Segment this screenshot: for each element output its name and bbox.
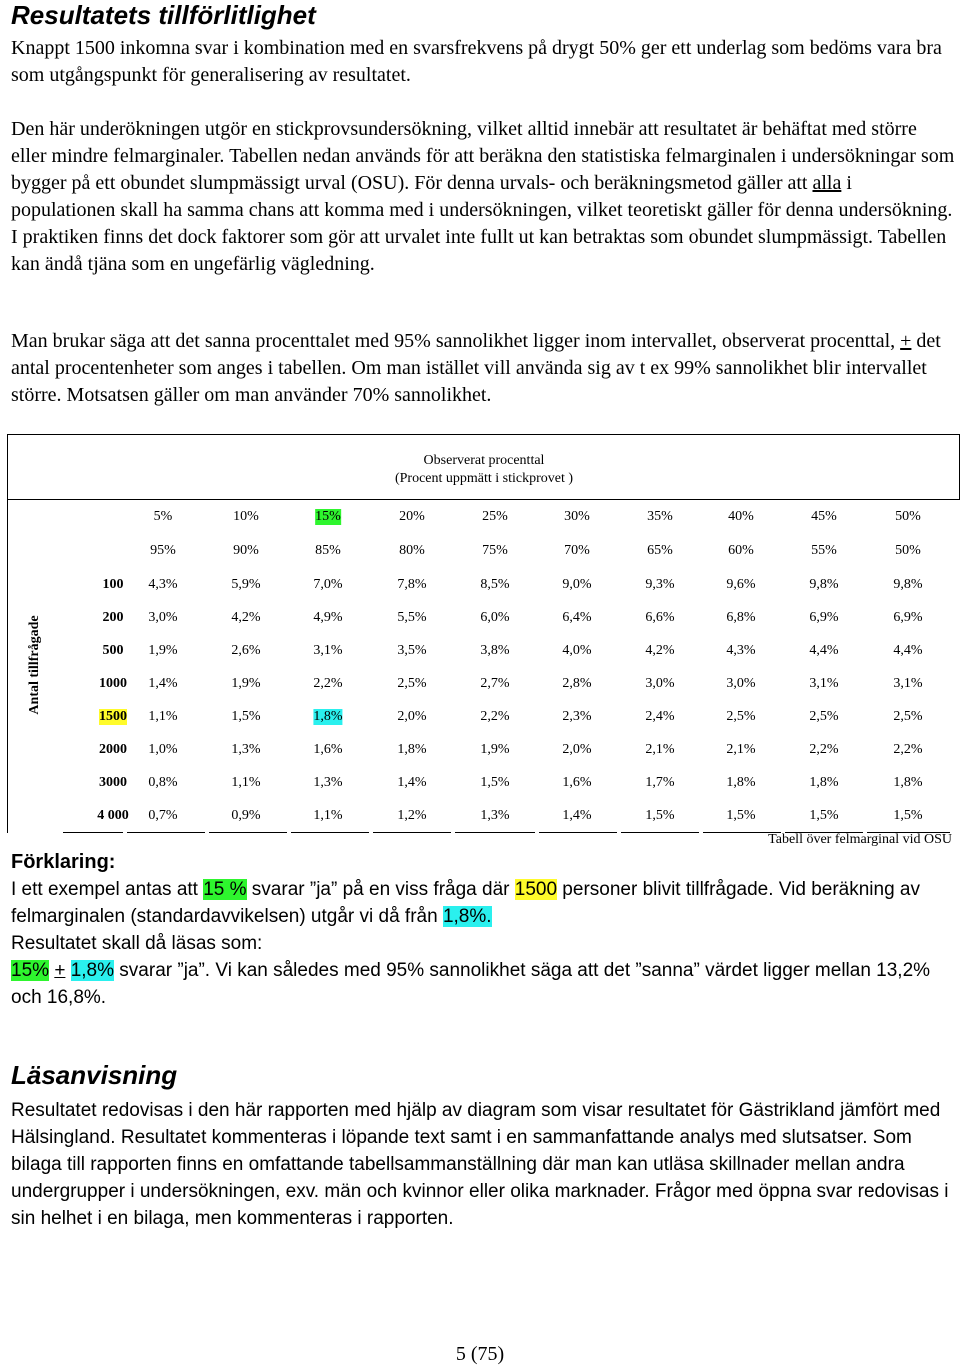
table-cell: 9,3%	[645, 577, 675, 592]
table-cell: 1,4%	[148, 676, 178, 691]
table-cell: 2,7%	[480, 676, 510, 691]
table-cell: 1,5%	[231, 709, 261, 724]
table-cell: 90%	[233, 543, 259, 558]
table-cell: 10%	[233, 509, 259, 524]
table-cell: 5,5%	[397, 610, 427, 625]
table-cell: 1,3%	[231, 742, 261, 757]
text-fragment: Den här underökningen utgör en stickprovsundersökning, vilket alltid innebär att resultatet är behäftat med större eller mindre felmarginaler. Tabellen nedan används för att beräkna den statistiska felmarginalen i undersökningar som bygger på ett obundet slumpmässigt urval (OSU). För denna urvals- och beräkningsmetod gäller att	[11, 118, 955, 194]
table-cell: 50%	[895, 543, 921, 558]
table-cell: 2,0%	[562, 742, 592, 757]
row-header-sample-size: 4 000	[97, 808, 129, 823]
table-divider	[8, 499, 960, 500]
table-cell: 1,1%	[313, 808, 343, 823]
table-cell: 2,4%	[645, 709, 675, 724]
table-cell: 0,9%	[231, 808, 261, 823]
table-cell: 80%	[399, 543, 425, 558]
table-cell: 70%	[564, 543, 590, 558]
section-heading-reading-guide: Läsanvisning	[11, 1060, 178, 1090]
table-cell: 1,5%	[809, 808, 839, 823]
table-cell: 1,8%	[893, 775, 923, 790]
table-cell: 5%	[153, 509, 173, 524]
paragraph-response-basis: Knappt 1500 inkomna svar i kombination med en svarsfrekvens på drygt 50% ger ett underlag som bedöms vara bra som utgångspunkt för generalisering av resultatet.	[11, 37, 942, 86]
table-cell: 45%	[811, 509, 837, 524]
table-cell: 65%	[647, 543, 673, 558]
table-bottom-rule	[63, 832, 123, 833]
table-cell: 2,6%	[231, 643, 261, 658]
table-cell: 40%	[728, 509, 754, 524]
table-bottom-rule	[455, 832, 535, 833]
row-header-sample-size: 1000	[99, 676, 127, 691]
table-cell: 1,8%	[313, 709, 343, 724]
table-cell: 55%	[811, 543, 837, 558]
table-cell: 35%	[647, 509, 673, 524]
table-cell: 9,8%	[809, 577, 839, 592]
page-number: 5 (75)	[455, 1343, 505, 1365]
table-cell: 6,4%	[562, 610, 592, 625]
table-cell: 3,1%	[809, 676, 839, 691]
highlight-observed-percent: 15 %	[203, 879, 247, 900]
table-cell: 9,6%	[726, 577, 756, 592]
table-cell: 2,5%	[893, 709, 923, 724]
table-cell: 4,4%	[893, 643, 923, 658]
table-cell: 8,5%	[480, 577, 510, 592]
table-cell: 4,9%	[313, 610, 343, 625]
row-header-sample-size: 1500	[99, 709, 127, 724]
table-cell: 1,7%	[645, 775, 675, 790]
paragraph-sampling-method	[11, 116, 956, 278]
table-cell: 1,9%	[480, 742, 510, 757]
section-heading-reliability: Resultatets tillförlitlighet	[11, 0, 316, 30]
table-cell: 2,5%	[726, 709, 756, 724]
table-cell: 1,4%	[562, 808, 592, 823]
table-cell: 95%	[150, 543, 176, 558]
explanation-read-as: Resultatet skall då läsas som:	[11, 933, 263, 954]
table-cell: 1,8%	[397, 742, 427, 757]
text-fragment: svarar ”ja” på en viss fråga där	[246, 879, 515, 900]
table-caption: Tabell över felmarginal vid OSU	[768, 832, 952, 847]
table-cell: 9,8%	[893, 577, 923, 592]
table-cell: 2,1%	[726, 742, 756, 757]
table-cell: 3,0%	[148, 610, 178, 625]
table-bottom-rule	[209, 832, 287, 833]
table-cell: 3,0%	[726, 676, 756, 691]
table-cell: 30%	[564, 509, 590, 524]
table-subtitle: (Procent uppmätt i stickprovet )	[394, 471, 574, 486]
plus-minus-sign: +	[54, 960, 66, 981]
table-cell: 2,2%	[809, 742, 839, 757]
explanation-example	[11, 876, 956, 930]
table-cell: 25%	[482, 509, 508, 524]
explanation-heading: Förklaring:	[11, 851, 116, 873]
row-header-sample-size: 3000	[99, 775, 127, 790]
text-fragment: personer blivit tillfrågade. Vid beräkning av felmarginalen (standardavvikelsen) utgår vi då från	[11, 879, 920, 927]
table-cell: 20%	[399, 509, 425, 524]
table-cell: 6,0%	[480, 610, 510, 625]
table-cell: 6,8%	[726, 610, 756, 625]
highlight-margin: 1,8%	[70, 960, 115, 981]
table-cell: 7,8%	[397, 577, 427, 592]
table-cell: 1,8%	[726, 775, 756, 790]
table-cell: 5,9%	[231, 577, 261, 592]
text-fragment: i populationen skall ha samma chans att komma med i undersökningen, vilket teoretiskt gäller för denna undersökning. I praktiken finns det dock faktorer som gör att urvalet inte fullt ut kan betraktas som obundet slumpmässigt. Tabellen kan ändå tjäna som en ungefärlig vägledning.	[11, 172, 953, 275]
paragraph-reading-guide: Resultatet redovisas i den här rapporten med hjälp av diagram som visar resultatet för Gästrikland jämfört med Hälsingland. Resultatet kommenteras i löpande text samt i en sammanfattande analys med slutsatser. Som bilaga till rapporten finns en omfattande tabellsammanställning där man kan utläsa skillnader mellan andra undergrupper i undersökningen, exv. män och kvinnor eller olika marknader. Frågor med öppna svar redovisas i sin helhet i en bilaga, men kommenteras i rapporten.	[11, 1100, 949, 1229]
table-cell: 2,3%	[562, 709, 592, 724]
table-cell: 1,1%	[148, 709, 178, 724]
table-cell: 6,9%	[809, 610, 839, 625]
underlined-word-alla: alla	[812, 172, 842, 194]
table-cell: 1,9%	[231, 676, 261, 691]
table-cell: 7,0%	[313, 577, 343, 592]
highlight-margin: 1,8%.	[442, 906, 492, 927]
table-cell: 6,9%	[893, 610, 923, 625]
row-header-sample-size: 100	[102, 577, 124, 592]
table-cell: 15%	[315, 509, 341, 524]
table-cell: 1,3%	[480, 808, 510, 823]
paragraph-confidence-interval	[11, 328, 956, 409]
text-fragment: det antal procentenheter som anges i tabellen. Om man istället vill använda sig av t ex 99% sannolikhet blir intervallet större. Motsatsen gäller om man använder 70% sannolikhet.	[11, 330, 941, 406]
table-cell: 1,8%	[809, 775, 839, 790]
table-cell: 1,6%	[562, 775, 592, 790]
table-bottom-rule	[621, 832, 699, 833]
explanation-result	[11, 957, 956, 1011]
table-cell: 3,0%	[645, 676, 675, 691]
table-cell: 3,5%	[397, 643, 427, 658]
table-cell: 1,1%	[231, 775, 261, 790]
text-fragment: Man brukar säga att det sanna procenttalet med 95% sannolikhet ligger inom intervallet, observerat procenttal,	[11, 330, 901, 352]
table-cell: 4,0%	[562, 643, 592, 658]
table-cell: 1,4%	[397, 775, 427, 790]
table-bottom-rule	[127, 832, 205, 833]
table-cell: 4,3%	[726, 643, 756, 658]
row-header-sample-size: 2000	[99, 742, 127, 757]
table-cell: 0,7%	[148, 808, 178, 823]
text-fragment: I ett exempel antas att	[11, 879, 204, 900]
table-cell: 4,3%	[148, 577, 178, 592]
error-margin-table	[7, 434, 960, 833]
highlight-sample-size: 1500	[514, 879, 558, 900]
table-bottom-rule	[539, 832, 617, 833]
table-cell: 50%	[895, 509, 921, 524]
table-cell: 1,5%	[480, 775, 510, 790]
table-cell: 3,1%	[893, 676, 923, 691]
table-cell: 0,8%	[148, 775, 178, 790]
table-cell: 1,5%	[726, 808, 756, 823]
table-bottom-rule	[291, 832, 369, 833]
side-label-respondents: Antal tillfrågade	[27, 615, 42, 715]
table-cell: 75%	[482, 543, 508, 558]
table-cell: 3,1%	[313, 643, 343, 658]
table-bottom-rule	[373, 832, 451, 833]
table-cell: 3,8%	[480, 643, 510, 658]
table-cell: 9,0%	[562, 577, 592, 592]
highlight-observed-percent: 15%	[11, 960, 50, 981]
table-title: Observerat procenttal	[423, 453, 545, 468]
table-cell: 1,5%	[893, 808, 923, 823]
table-cell: 2,5%	[397, 676, 427, 691]
table-cell: 1,0%	[148, 742, 178, 757]
plus-minus-sign: +	[900, 330, 912, 352]
table-cell: 2,0%	[397, 709, 427, 724]
table-cell: 2,2%	[313, 676, 343, 691]
table-cell: 4,2%	[231, 610, 261, 625]
table-cell: 1,2%	[397, 808, 427, 823]
table-cell: 85%	[315, 543, 341, 558]
text-fragment: svarar ”ja”. Vi kan således med 95% sannolikhet säga att det ”sanna” värdet ligger mellan 13,2% och 16,8%.	[11, 960, 931, 1008]
table-cell: 1,6%	[313, 742, 343, 757]
table-cell: 60%	[728, 543, 754, 558]
table-cell: 4,2%	[645, 643, 675, 658]
table-cell: 1,9%	[148, 643, 178, 658]
table-cell: 2,1%	[645, 742, 675, 757]
table-cell: 2,2%	[893, 742, 923, 757]
table-cell: 2,5%	[809, 709, 839, 724]
table-cell: 1,3%	[313, 775, 343, 790]
row-header-sample-size: 500	[102, 643, 124, 658]
table-cell: 2,8%	[562, 676, 592, 691]
row-header-sample-size: 200	[102, 610, 124, 625]
table-cell: 2,2%	[480, 709, 510, 724]
table-cell: 1,5%	[645, 808, 675, 823]
table-cell: 6,6%	[645, 610, 675, 625]
table-cell: 4,4%	[809, 643, 839, 658]
